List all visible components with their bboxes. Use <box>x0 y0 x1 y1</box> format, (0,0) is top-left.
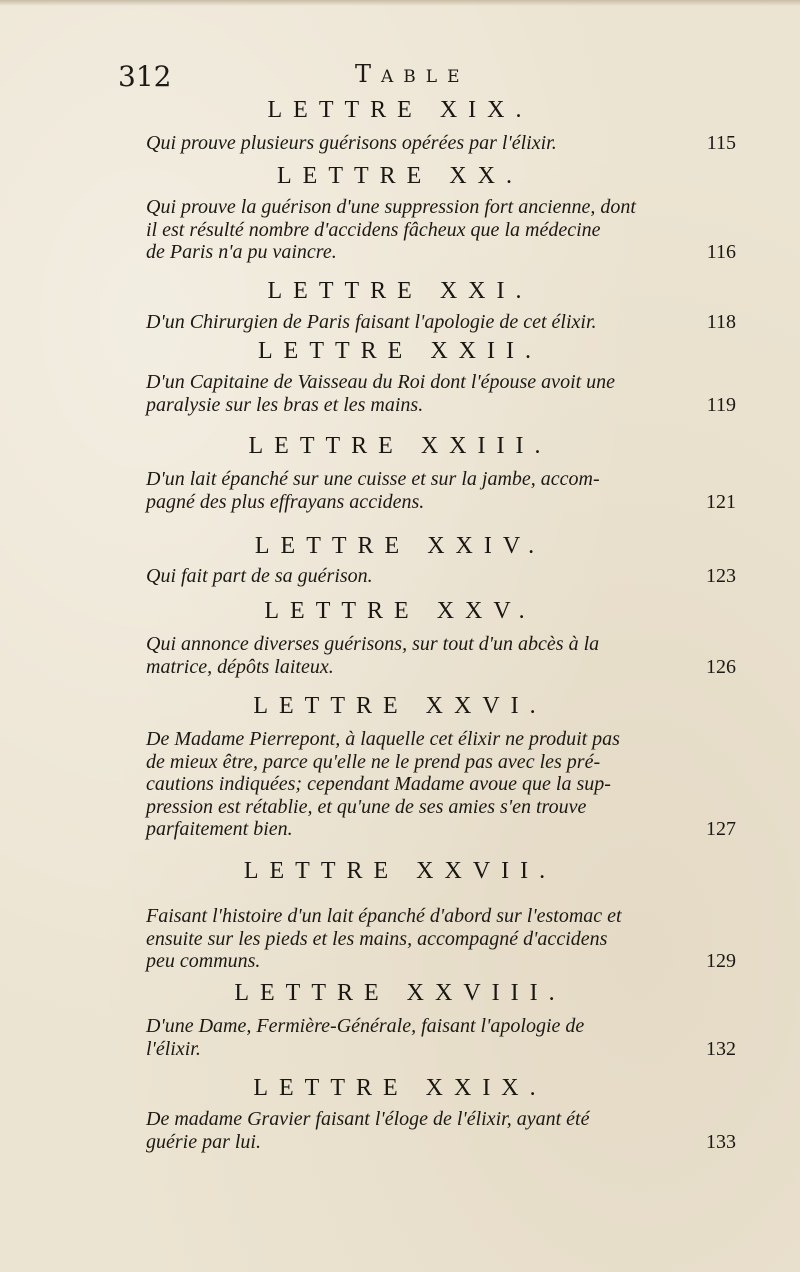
letter-summary <box>146 905 736 973</box>
letter-heading: LETTRE XXIII. <box>248 433 552 459</box>
summary-line: D'une Dame, Fermière-Générale, faisant l'apologie de <box>146 1015 585 1037</box>
letter-heading: LETTRE XXVII. <box>243 858 557 884</box>
summary-line: l'élixir. 132 <box>146 1037 736 1060</box>
page-edge <box>0 0 800 6</box>
summary-line: cautions indiquées; cependant Madame avoue que la sup- <box>146 773 611 795</box>
summary-line: parfaitement bien. 127 <box>146 818 736 840</box>
summary-line: Qui prouve la guérison d'une suppression fort ancienne, dont <box>146 196 636 218</box>
summary-line: de mieux être, parce qu'elle ne le prend pas avec les pré- <box>146 750 601 773</box>
page-reference: 119 <box>706 393 736 416</box>
letter-summary <box>146 1108 736 1153</box>
summary-line: Faisant l'histoire d'un lait épanché d'abord sur l'estomac et <box>146 905 622 927</box>
letter-heading: LETTRE XX. <box>277 163 523 189</box>
summary-line: D'un lait épanché sur une cuisse et sur la jambe, accom- <box>146 468 600 490</box>
letter-heading: LETTRE XIX. <box>267 97 533 123</box>
summary-line: de Paris n'a pu vaincre. 116 <box>146 241 736 263</box>
summary-line: pagné des plus effrayans accidens. 121 <box>146 490 736 513</box>
summary-line: Qui fait part de sa guérison. 123 <box>146 565 736 587</box>
letter-summary <box>146 633 736 678</box>
summary-line: D'un Capitaine de Vaisseau du Roi dont l'épouse avoit une <box>146 371 616 393</box>
page-reference: 121 <box>706 490 736 513</box>
page-number: 312 <box>118 60 172 93</box>
letter-summary <box>146 196 736 264</box>
letter-heading: LETTRE XXVI. <box>253 693 547 719</box>
page-reference: 127 <box>706 818 736 840</box>
page-reference: 115 <box>706 132 736 154</box>
page-reference: 133 <box>706 1130 736 1153</box>
summary-line: guérie par lui. 133 <box>146 1130 736 1153</box>
page-reference: 116 <box>706 241 736 263</box>
summary-line: ensuite sur les pieds et les mains, accompagné d'accidens <box>146 927 608 950</box>
running-head: Table <box>355 60 470 88</box>
summary-line: matrice, dépôts laiteux. 126 <box>146 655 736 678</box>
page-reference: 126 <box>706 655 736 678</box>
letter-heading: LETTRE XXII. <box>258 338 542 364</box>
summary-line: D'un Chirurgien de Paris faisant l'apologie de cet élixir. 118 <box>146 311 736 333</box>
letter-summary <box>146 311 736 334</box>
page-reference: 132 <box>706 1037 736 1060</box>
letter-heading: LETTRE XXVIII. <box>234 980 566 1006</box>
page-reference: 118 <box>706 311 736 333</box>
letter-summary <box>146 728 736 841</box>
summary-line: peu communs. 129 <box>146 950 736 972</box>
page-reference: 129 <box>706 950 736 972</box>
letter-heading: LETTRE XXV. <box>264 598 536 624</box>
letter-heading: LETTRE XXIV. <box>254 533 546 559</box>
letter-summary <box>146 371 736 416</box>
summary-line: paralysie sur les bras et les mains. 119 <box>146 393 736 416</box>
summary-line: Qui prouve plusieurs guérisons opérées par l'élixir. 115 <box>146 132 736 154</box>
letter-heading: LETTRE XXIX. <box>253 1075 547 1101</box>
letter-heading: LETTRE XXI. <box>267 278 533 304</box>
summary-line: pression est rétablie, et qu'une de ses amies s'en trouve <box>146 795 587 818</box>
letter-summary <box>146 468 736 513</box>
summary-line: De Madame Pierrepont, à laquelle cet élixir ne produit pas <box>146 728 620 750</box>
summary-line: Qui annonce diverses guérisons, sur tout d'un abcès à la <box>146 633 600 655</box>
summary-line: De madame Gravier faisant l'éloge de l'élixir, ayant été <box>146 1108 590 1130</box>
page-reference: 123 <box>706 565 736 587</box>
letter-summary <box>146 1015 736 1060</box>
letter-summary <box>146 565 736 588</box>
summary-line: il est résulté nombre d'accidens fâcheux que la médecine <box>146 218 601 241</box>
letter-summary <box>146 132 736 155</box>
